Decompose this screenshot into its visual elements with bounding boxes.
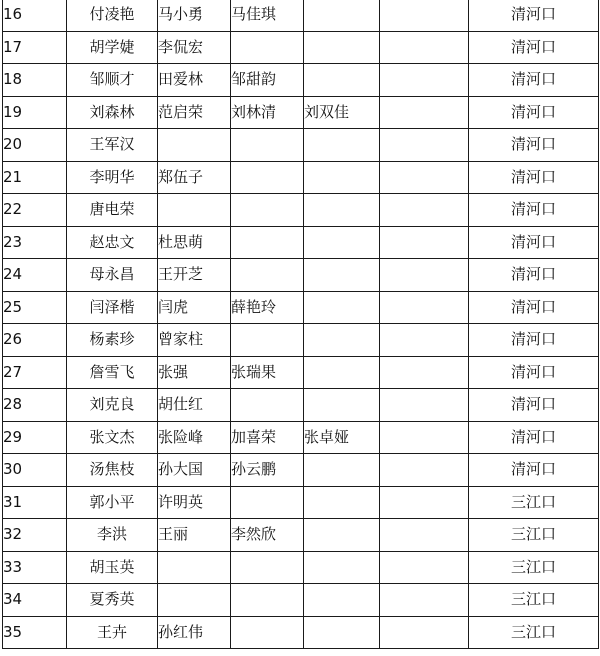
member-name-cell: 刘林清	[231, 96, 304, 129]
member-name-cell: 付凌艳	[67, 0, 158, 31]
member-name-cell: 张强	[158, 356, 231, 389]
location-cell: 清河口	[469, 421, 599, 454]
member-name-cell	[380, 259, 469, 292]
row-number: 18	[3, 64, 67, 97]
table-row	[3, 616, 599, 649]
location-cell: 三江口	[469, 551, 599, 584]
member-name-cell: 孙云鹏	[231, 454, 304, 487]
location-cell: 三江口	[469, 486, 599, 519]
table-row	[3, 454, 599, 487]
member-name-cell: 王丽	[158, 519, 231, 552]
location-cell: 清河口	[469, 356, 599, 389]
location-cell: 清河口	[469, 324, 599, 357]
table-row	[3, 161, 599, 194]
member-name-cell: 马佳琪	[231, 0, 304, 31]
member-name-cell: 张卓娅	[304, 421, 380, 454]
member-name-cell: 张文杰	[67, 421, 158, 454]
roster-table	[2, 0, 599, 649]
member-name-cell	[304, 454, 380, 487]
member-name-cell: 李明华	[67, 161, 158, 194]
member-name-cell	[380, 519, 469, 552]
member-name-cell	[304, 356, 380, 389]
table-row	[3, 356, 599, 389]
table-row	[3, 551, 599, 584]
member-name-cell	[231, 616, 304, 649]
member-name-cell	[380, 616, 469, 649]
location-cell: 清河口	[469, 0, 599, 31]
table-row	[3, 324, 599, 357]
member-name-cell	[304, 551, 380, 584]
member-name-cell: 赵忠文	[67, 226, 158, 259]
member-name-cell: 王卉	[67, 616, 158, 649]
member-name-cell: 詹雪飞	[67, 356, 158, 389]
row-number: 32	[3, 519, 67, 552]
member-name-cell	[304, 584, 380, 617]
member-name-cell	[304, 31, 380, 64]
table-row	[3, 291, 599, 324]
member-name-cell: 胡仕红	[158, 389, 231, 422]
member-name-cell	[304, 259, 380, 292]
member-name-cell: 邹顺才	[67, 64, 158, 97]
member-name-cell	[304, 389, 380, 422]
table-row	[3, 129, 599, 162]
member-name-cell	[380, 584, 469, 617]
row-number: 25	[3, 291, 67, 324]
member-name-cell	[304, 0, 380, 31]
member-name-cell	[231, 226, 304, 259]
row-number: 28	[3, 389, 67, 422]
member-name-cell	[231, 389, 304, 422]
row-number: 23	[3, 226, 67, 259]
member-name-cell	[380, 486, 469, 519]
member-name-cell	[380, 551, 469, 584]
member-name-cell	[380, 96, 469, 129]
row-number: 27	[3, 356, 67, 389]
table-row	[3, 194, 599, 227]
table-row	[3, 96, 599, 129]
location-cell: 清河口	[469, 389, 599, 422]
member-name-cell: 闫泽楷	[67, 291, 158, 324]
member-name-cell: 刘克良	[67, 389, 158, 422]
member-name-cell	[380, 129, 469, 162]
member-name-cell	[231, 129, 304, 162]
member-name-cell: 张险峰	[158, 421, 231, 454]
member-name-cell	[231, 194, 304, 227]
member-name-cell: 王开芝	[158, 259, 231, 292]
roster-body	[3, 0, 599, 649]
member-name-cell: 薛艳玲	[231, 291, 304, 324]
row-number: 31	[3, 486, 67, 519]
member-name-cell	[304, 616, 380, 649]
member-name-cell	[231, 31, 304, 64]
member-name-cell: 李侃宏	[158, 31, 231, 64]
row-number: 35	[3, 616, 67, 649]
row-number: 17	[3, 31, 67, 64]
member-name-cell	[380, 226, 469, 259]
member-name-cell	[231, 486, 304, 519]
row-number: 30	[3, 454, 67, 487]
row-number: 26	[3, 324, 67, 357]
member-name-cell: 汤焦枝	[67, 454, 158, 487]
member-name-cell	[158, 129, 231, 162]
location-cell: 清河口	[469, 129, 599, 162]
member-name-cell	[304, 161, 380, 194]
location-cell: 清河口	[469, 291, 599, 324]
location-cell: 三江口	[469, 519, 599, 552]
member-name-cell: 母永昌	[67, 259, 158, 292]
member-name-cell: 张瑞果	[231, 356, 304, 389]
location-cell: 清河口	[469, 194, 599, 227]
row-number: 19	[3, 96, 67, 129]
member-name-cell: 郑伍子	[158, 161, 231, 194]
table-row	[3, 421, 599, 454]
member-name-cell: 王军汉	[67, 129, 158, 162]
member-name-cell	[158, 194, 231, 227]
row-number: 16	[3, 0, 67, 31]
member-name-cell	[304, 64, 380, 97]
table-row	[3, 486, 599, 519]
member-name-cell	[380, 421, 469, 454]
member-name-cell: 杨素珍	[67, 324, 158, 357]
row-number: 24	[3, 259, 67, 292]
member-name-cell: 郭小平	[67, 486, 158, 519]
member-name-cell	[158, 551, 231, 584]
location-cell: 三江口	[469, 616, 599, 649]
member-name-cell: 邹甜韵	[231, 64, 304, 97]
member-name-cell	[380, 194, 469, 227]
location-cell: 清河口	[469, 31, 599, 64]
member-name-cell	[380, 0, 469, 31]
member-name-cell: 李然欣	[231, 519, 304, 552]
member-name-cell: 杜思萌	[158, 226, 231, 259]
member-name-cell: 马小勇	[158, 0, 231, 31]
member-name-cell	[158, 584, 231, 617]
row-number: 29	[3, 421, 67, 454]
location-cell: 清河口	[469, 259, 599, 292]
table-row	[3, 389, 599, 422]
location-cell: 清河口	[469, 64, 599, 97]
member-name-cell: 闫虎	[158, 291, 231, 324]
member-name-cell: 范启荣	[158, 96, 231, 129]
member-name-cell	[380, 389, 469, 422]
table-row	[3, 226, 599, 259]
member-name-cell	[231, 584, 304, 617]
member-name-cell	[380, 64, 469, 97]
member-name-cell: 胡学婕	[67, 31, 158, 64]
location-cell: 清河口	[469, 226, 599, 259]
member-name-cell: 胡玉英	[67, 551, 158, 584]
member-name-cell: 刘双佳	[304, 96, 380, 129]
member-name-cell	[380, 31, 469, 64]
member-name-cell: 田爱林	[158, 64, 231, 97]
member-name-cell	[304, 324, 380, 357]
location-cell: 三江口	[469, 584, 599, 617]
member-name-cell: 李洪	[67, 519, 158, 552]
member-name-cell: 刘森林	[67, 96, 158, 129]
member-name-cell	[304, 486, 380, 519]
member-name-cell	[380, 454, 469, 487]
member-name-cell: 孙大国	[158, 454, 231, 487]
row-number: 20	[3, 129, 67, 162]
member-name-cell: 唐电荣	[67, 194, 158, 227]
table-row	[3, 259, 599, 292]
table-row	[3, 584, 599, 617]
member-name-cell	[304, 519, 380, 552]
row-number: 34	[3, 584, 67, 617]
row-number: 21	[3, 161, 67, 194]
member-name-cell: 夏秀英	[67, 584, 158, 617]
table-row	[3, 64, 599, 97]
member-name-cell	[380, 324, 469, 357]
table-row	[3, 519, 599, 552]
member-name-cell: 许明英	[158, 486, 231, 519]
member-name-cell	[231, 551, 304, 584]
row-number: 33	[3, 551, 67, 584]
location-cell: 清河口	[469, 96, 599, 129]
row-number: 22	[3, 194, 67, 227]
member-name-cell	[231, 324, 304, 357]
member-name-cell	[231, 161, 304, 194]
table-row	[3, 31, 599, 64]
member-name-cell	[380, 161, 469, 194]
location-cell: 清河口	[469, 454, 599, 487]
member-name-cell	[380, 291, 469, 324]
member-name-cell: 孙红伟	[158, 616, 231, 649]
member-name-cell	[304, 194, 380, 227]
member-name-cell	[304, 226, 380, 259]
member-name-cell	[304, 291, 380, 324]
member-name-cell	[231, 259, 304, 292]
member-name-cell	[380, 356, 469, 389]
member-name-cell	[304, 129, 380, 162]
location-cell: 清河口	[469, 161, 599, 194]
member-name-cell: 曾家柱	[158, 324, 231, 357]
member-name-cell: 加喜荣	[231, 421, 304, 454]
table-row	[3, 0, 599, 31]
